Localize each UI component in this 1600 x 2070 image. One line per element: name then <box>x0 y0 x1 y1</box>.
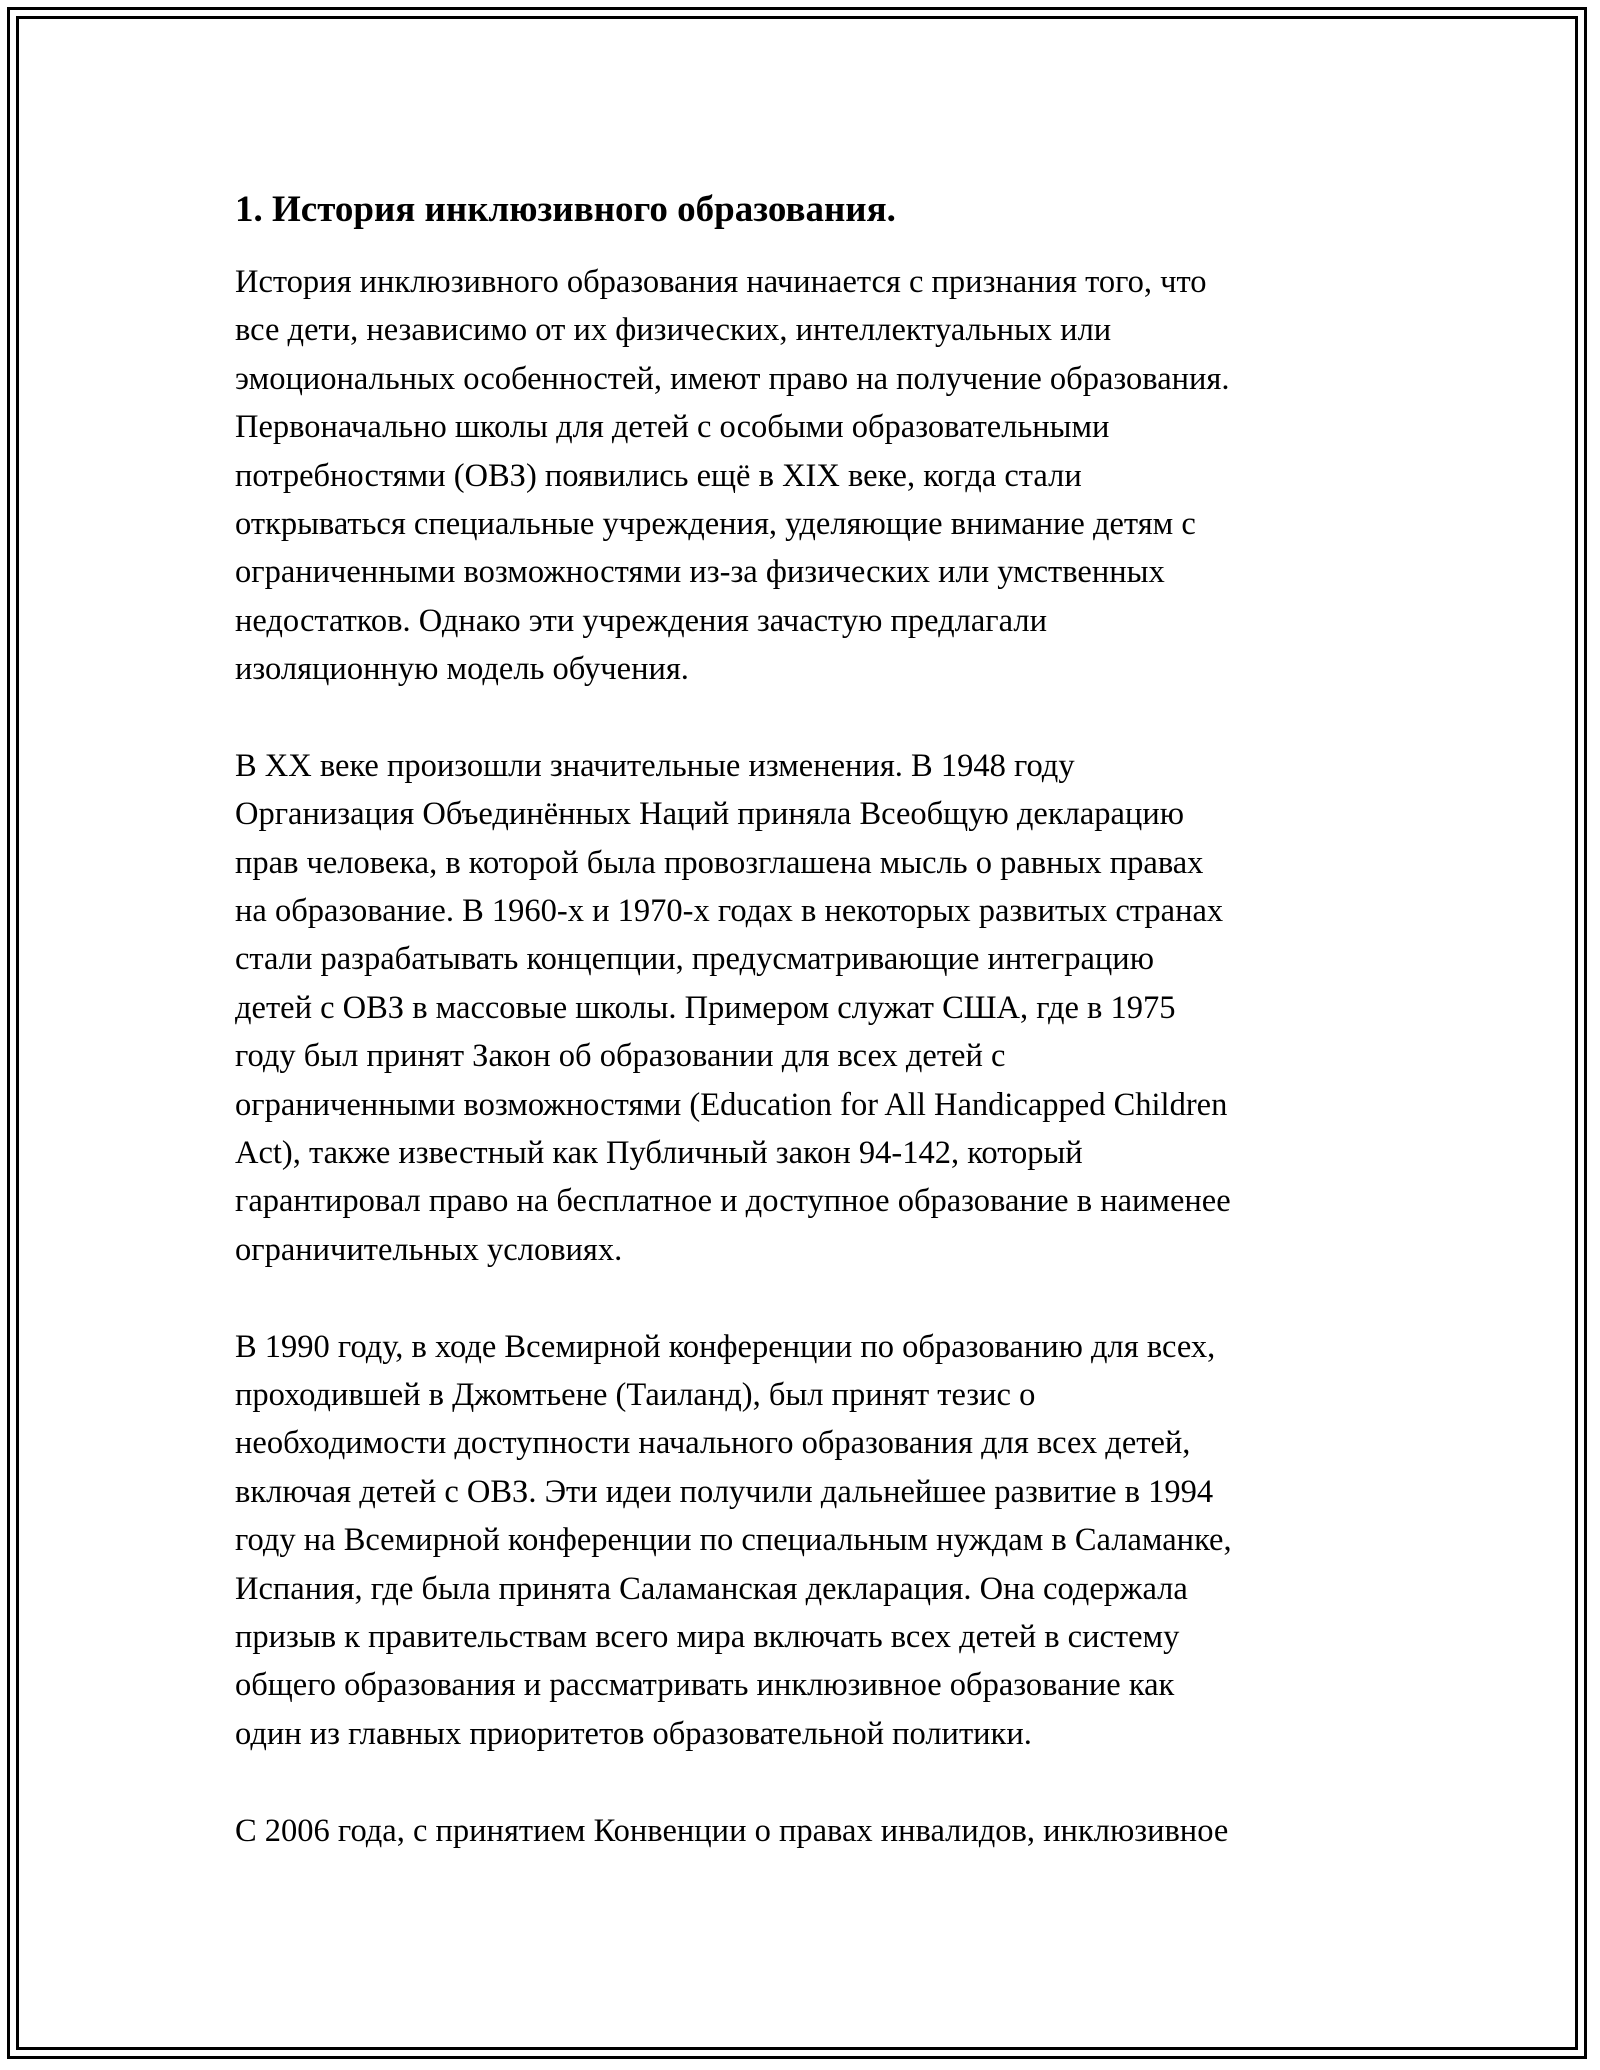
paragraph-spacer <box>235 1274 1375 1322</box>
paragraph-2 <box>235 742 1375 1274</box>
text-line: прав человека, в которой была провозглашена мысль о равных правах <box>235 844 1204 881</box>
text-line: недостатков. Однако эти учреждения зачастую предлагали <box>235 602 1047 639</box>
text-line: История инклюзивного образования начинается с признания того, что <box>235 264 1207 300</box>
text-line: открываться специальные учреждения, уделяющие внимание детям с <box>235 505 1196 542</box>
text-line: ограниченными возможностями из-за физических или умственных <box>235 554 1165 591</box>
text-line: Act), также известный как Публичный закон 94-142, который <box>235 1135 1083 1172</box>
text-line: Испания, где была принята Саламанская декларация. Она содержала <box>235 1570 1188 1607</box>
document-body <box>235 186 1375 1855</box>
paragraph-1 <box>235 258 1375 694</box>
text-line: изоляционную модель обучения. <box>235 651 689 688</box>
text-line: включая детей с ОВЗ. Эти идеи получили дальнейшее развитие в 1994 <box>235 1473 1214 1510</box>
paragraph-3 <box>235 1323 1375 1759</box>
text-line: призыв к правительствам всего мира включать всех детей в систему <box>235 1618 1180 1655</box>
text-line: детей с ОВЗ в массовые школы. Примером служат США, где в 1975 <box>235 989 1176 1026</box>
section-heading: 1. История инклюзивного образования. <box>235 189 896 230</box>
text-line: потребностями (ОВЗ) появились ещё в XIX веке, когда стали <box>235 457 1082 494</box>
text-line: ограниченными возможностями (Education for All Handicapped Children <box>235 1086 1228 1123</box>
text-line: В 1990 году, в ходе Всемирной конференции по образованию для всех, <box>235 1328 1216 1365</box>
text-line: стали разрабатывать концепции, предусматривающие интеграцию <box>235 941 1154 978</box>
text-line: ограничительных условиях. <box>235 1231 623 1268</box>
text-line: на образование. В 1960-х и 1970-х годах в некоторых развитых странах <box>235 893 1224 930</box>
text-line: году был принят Закон об образовании для всех детей с <box>235 1038 1006 1075</box>
text-line: С 2006 года, с принятием Конвенции о правах инвалидов, инклюзивное <box>235 1812 1229 1849</box>
text-line: необходимости доступности начального образования для всех детей, <box>235 1425 1191 1462</box>
text-line: гарантировал право на бесплатное и доступное образование в наименее <box>235 1183 1231 1220</box>
text-line: Первоначально школы для детей с особыми образовательными <box>235 409 1110 446</box>
paragraph-spacer <box>235 694 1375 742</box>
text-line: Организация Объединённых Наций приняла Всеобщую декларацию <box>235 796 1184 833</box>
text-line: году на Всемирной конференции по специальным нуждам в Саламанке, <box>235 1522 1232 1559</box>
paragraph-4 <box>235 1807 1375 1855</box>
text-line: В XX веке произошли значительные изменения. В 1948 году <box>235 747 1075 784</box>
text-line: проходившей в Джомтьене (Таиланд), был принят тезис о <box>235 1376 1036 1413</box>
text-line: общего образования и рассматривать инклюзивное образование как <box>235 1667 1175 1704</box>
text-line: все дети, независимо от их физических, интеллектуальных или <box>235 312 1112 349</box>
text-line: один из главных приоритетов образовательной политики. <box>235 1715 1032 1752</box>
paragraph-spacer <box>235 1758 1375 1806</box>
text-line: эмоциональных особенностей, имеют право на получение образования. <box>235 360 1230 397</box>
